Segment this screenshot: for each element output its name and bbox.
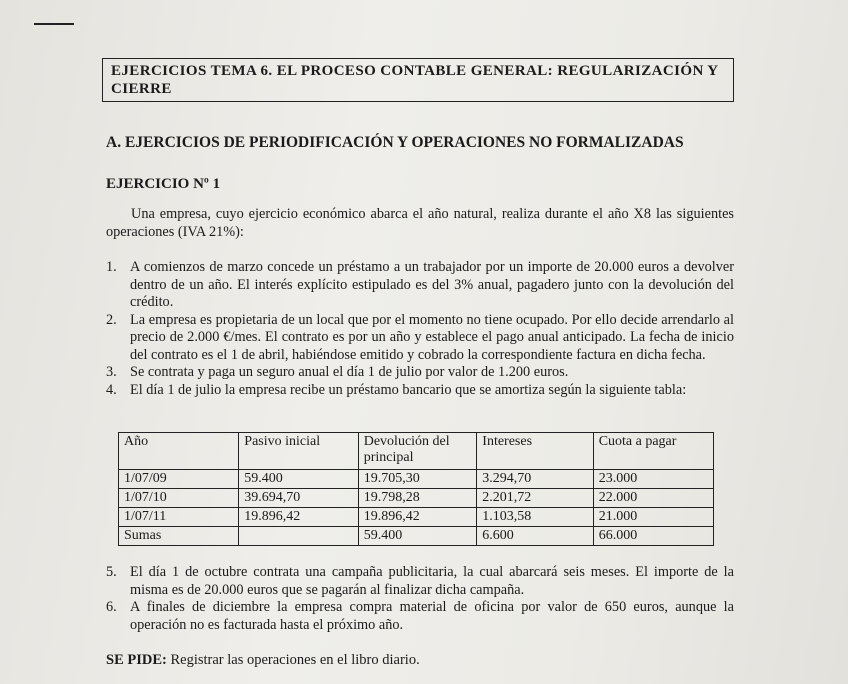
item-text: El día 1 de julio la empresa recibe un préstamo bancario que se amortiza según la siguiente tabla:: [130, 381, 687, 398]
list-item: [106, 382, 734, 400]
table-cell: 19.896,42: [239, 508, 358, 527]
margin-mark: [34, 23, 74, 25]
list-item: [106, 564, 734, 599]
request-label: SE PIDE:: [106, 652, 167, 668]
item-number: 5.: [106, 564, 117, 580]
table-cell: 1/07/09: [119, 470, 239, 489]
item-number: 2.: [106, 311, 117, 328]
table-cell: 66.000: [593, 527, 713, 546]
list-item: [106, 312, 734, 365]
table-row: [119, 527, 714, 546]
loan-amortization-table: [118, 432, 714, 546]
item-number: 1.: [106, 259, 117, 275]
table-header-cell: Cuota a pagar: [593, 433, 713, 470]
header-title: EJERCICIOS TEMA 6. EL PROCESO CONTABLE GENERAL: REGULARIZACIÓN Y CIERRE: [111, 63, 718, 97]
table-cell: 2.201,72: [477, 489, 593, 508]
item-text: El día 1 de octubre contrata una campaña publicitaria, la cual abarcará seis meses. El importe de la misma es de 20.000 euros que se pagarán al finalizar dicha campaña.: [130, 564, 734, 598]
table-header-cell: Año: [119, 433, 239, 470]
table-cell: 21.000: [593, 508, 713, 527]
list-item: [106, 259, 734, 312]
table-cell: 59.400: [358, 527, 477, 546]
table-cell: 39.694,70: [239, 489, 358, 508]
operations-list-continued: [106, 564, 734, 634]
item-text: La empresa es propietaria de un local que por el momento no tiene ocupado. Por ello decide arrendarlo al precio de 2.000 €/mes. El contrato es por un año y establece el pago anual anticipado. La fecha de inicio del contrato es el 1 de abril, habiéndose emitido y cobrado la correspondiente factura en dicha fecha.: [130, 311, 734, 363]
item-text: Se contrata y paga un seguro anual el día 1 de julio por valor de 1.200 euros.: [130, 364, 569, 380]
item-text: A finales de diciembre la empresa compra material de oficina por valor de 650 euros, aunque la operación no es facturada hasta el próximo año.: [130, 599, 734, 633]
table-header-cell: Devolución del principal: [358, 433, 477, 470]
table-header-row: [119, 433, 714, 470]
item-text: A comienzos de marzo concede un préstamo a un trabajador por un importe de 20.000 euros a devolver dentro de un año. El interés explícito estipulado es del 3% anual, pagadero junto con la devolución del crédito.: [130, 259, 734, 310]
exercise-title: EJERCICIO Nº 1: [106, 176, 221, 192]
table-cell: 3.294,70: [477, 470, 593, 489]
table-row: [119, 489, 714, 508]
table-cell: 59.400: [239, 470, 358, 489]
table-cell: 1/07/11: [119, 508, 239, 527]
table-cell: 23.000: [593, 470, 713, 489]
table-cell: 6.600: [477, 527, 593, 546]
table-cell: 19.896,42: [358, 508, 477, 527]
table-cell: 1.103,58: [477, 508, 593, 527]
item-number: 4.: [106, 381, 117, 398]
request-statement: [106, 652, 420, 669]
table-cell: 22.000: [593, 489, 713, 508]
item-number: 3.: [106, 364, 117, 380]
section-title: A. EJERCICIOS DE PERIODIFICACIÓN Y OPERACIONES NO FORMALIZADAS: [106, 134, 684, 151]
table-row: [119, 508, 714, 527]
exercise-intro: Una empresa, cuyo ejercicio económico abarca el año natural, realiza durante el año X8 las siguientes operaciones (IVA 21%):: [106, 206, 734, 240]
table-header-cell: Intereses: [477, 433, 593, 470]
list-item: [106, 364, 734, 382]
request-text: Registrar las operaciones en el libro diario.: [170, 652, 420, 668]
operations-list: [106, 259, 734, 399]
table-row: [119, 470, 714, 489]
table-header-cell: Pasivo inicial: [239, 433, 358, 470]
table-cell: 1/07/10: [119, 489, 239, 508]
list-item: [106, 599, 734, 634]
table-cell: 19.798,28: [358, 489, 477, 508]
header-box: [102, 58, 734, 102]
item-number: 6.: [106, 599, 117, 615]
table-cell: 19.705,30: [358, 470, 477, 489]
table-cell: Sumas: [119, 527, 239, 546]
table-cell: [239, 527, 358, 546]
